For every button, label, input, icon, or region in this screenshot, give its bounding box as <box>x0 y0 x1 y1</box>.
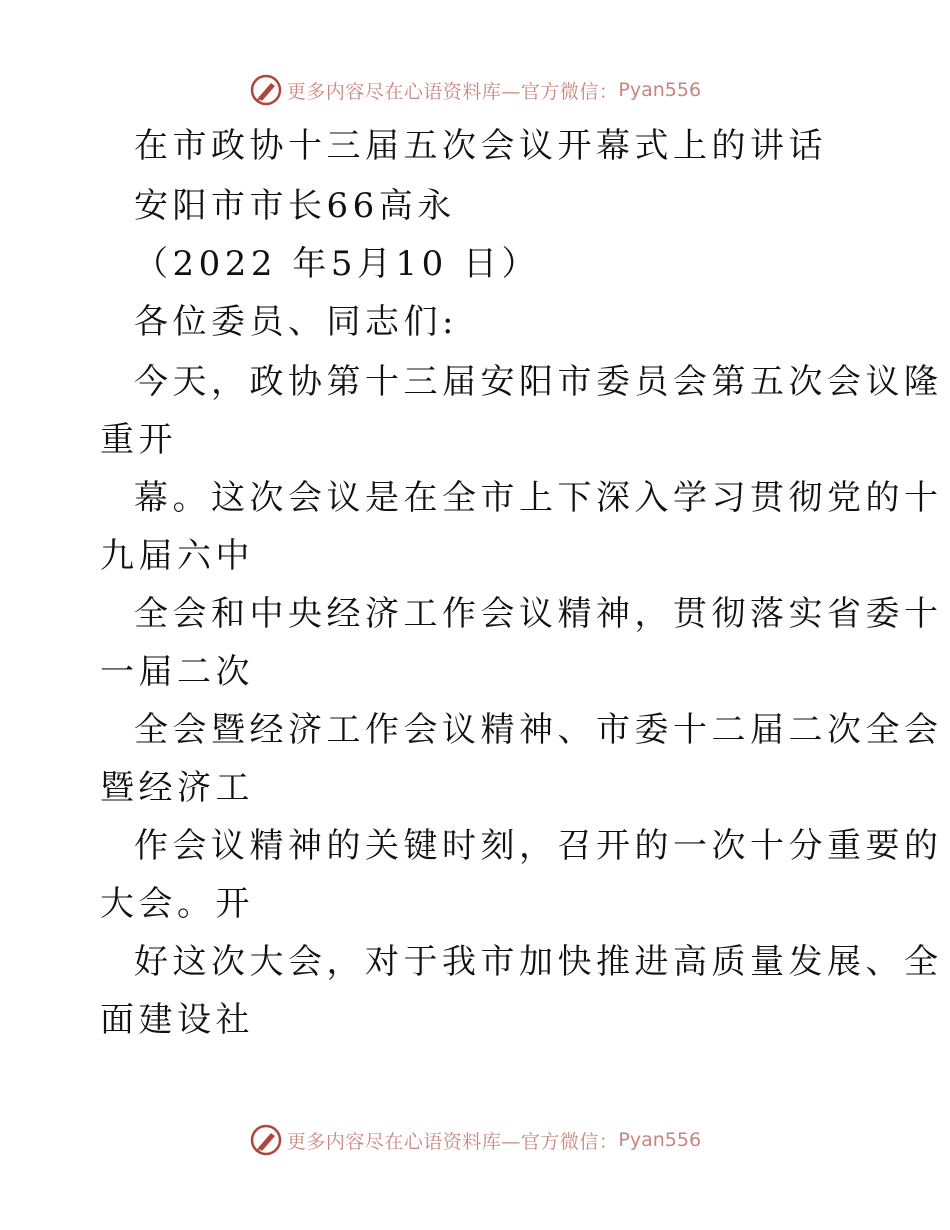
watermark-text: 更多内容尽在心语资料库—官方微信： <box>286 1130 619 1153</box>
watermark-header <box>0 72 950 108</box>
body-line: 作会议精神的关键时刻，召开的一次十分重要的 <box>134 826 943 866</box>
document-date: （2022 年5月10 日） <box>134 244 541 284</box>
watermark-footer <box>0 1122 950 1158</box>
watermark-text: 更多内容尽在心语资料库—官方微信： <box>286 80 619 103</box>
body-line: 一届二次 <box>100 652 254 692</box>
body-line: 全会暨经济工作会议精神、市委十二届二次全会 <box>134 710 943 750</box>
body-line: 重开 <box>100 420 177 460</box>
body-line: 面建设社 <box>100 1000 254 1040</box>
body-line: 九届六中 <box>100 536 254 576</box>
body-line: 大会。开 <box>100 884 254 924</box>
body-line: 幕。这次会议是在全市上下深入学习贯彻党的十 <box>134 478 943 518</box>
body-line: 暨经济工 <box>100 768 254 808</box>
pen-logo-icon <box>249 73 283 107</box>
document-title: 在市政协十三届五次会议开幕式上的讲话 <box>134 126 827 166</box>
body-line: 好这次大会，对于我市加快推进高质量发展、全 <box>134 942 943 982</box>
watermark-wechat-id: Pyan556 <box>618 79 702 101</box>
pen-logo-icon <box>249 1123 283 1157</box>
watermark-wechat-id: Pyan556 <box>618 1129 702 1151</box>
body-line: 今天，政协第十三届安阳市委员会第五次会议隆 <box>134 362 943 402</box>
body-line: 全会和中央经济工作会议精神，贯彻落实省委十 <box>134 594 943 634</box>
document-salutation: 各位委员、同志们: <box>134 302 458 342</box>
document-author: 安阳市市长66高永 <box>134 186 456 226</box>
